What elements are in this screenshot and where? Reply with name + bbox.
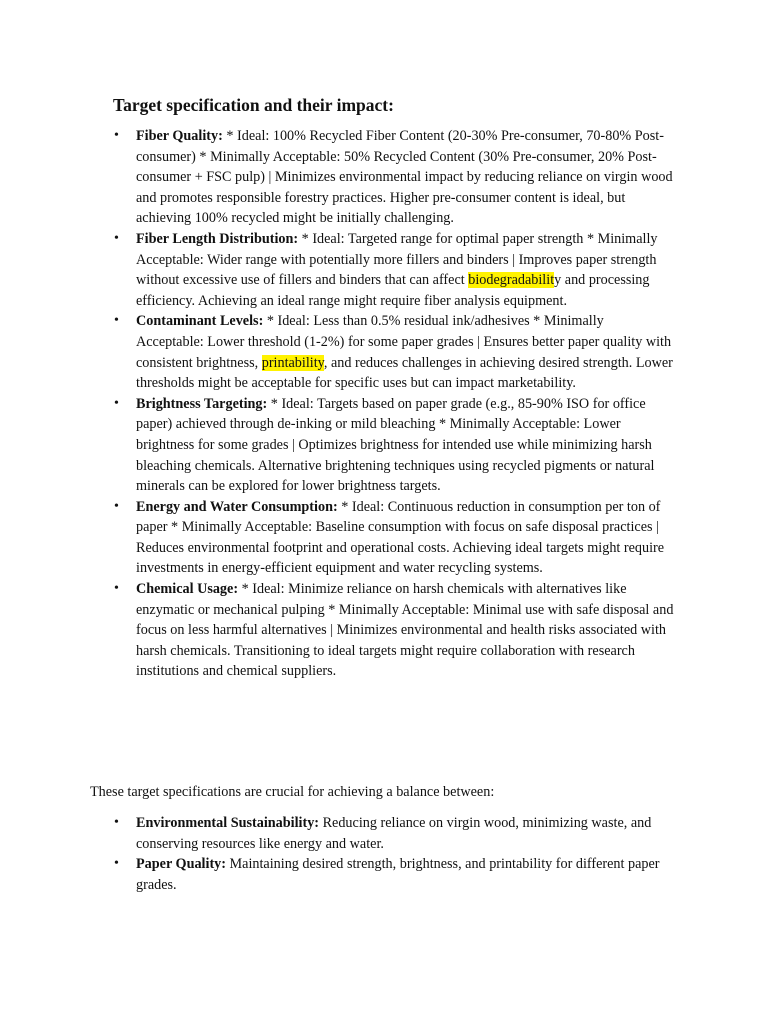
list-item bbox=[114, 497, 674, 579]
item-text: * Ideal: 100% Recycled Fiber Content (20-30% Pre-consumer, 70-80% Post-consumer) * Minimally Acceptable: 50% Recycled Content (30% Pre-consumer, 20% Post-consumer + FSC pulp) | Minimizes environmental impact by reducing reliance on virgin wood and promotes responsible forestry practices. Higher pre-consumer content is ideal, but achieving 100% recycled might be initially challenging. bbox=[136, 128, 673, 227]
item-term: Fiber Length Distribution: bbox=[136, 230, 299, 247]
item-term: Chemical Usage: bbox=[136, 581, 239, 598]
item-term: Environmental Sustainability: bbox=[136, 815, 320, 831]
item-text: * Ideal: Minimize reliance on harsh chemicals with alternatives like enzymatic or mechanical pulping * Minimally Acceptable: Minimal use with safe disposal and focus on less harmful alternatives | Minimizes environmental and health risks associated with harsh chemicals. Transitioning to ideal targets might require collaboration with research institutions and chemical suppliers. bbox=[136, 581, 674, 680]
list-item bbox=[114, 579, 674, 682]
list-item bbox=[114, 311, 674, 393]
item-text: Maintaining desired strength, brightness, and printability for different paper grades. bbox=[136, 856, 660, 893]
bullet-icon: • bbox=[114, 856, 119, 872]
balance-list bbox=[114, 813, 674, 895]
item-term: Energy and Water Consumption: bbox=[136, 498, 338, 515]
item-text-continued: y and processing efficiency. Achieving an ideal range might require fiber analysis equipment. bbox=[136, 272, 650, 309]
list-item bbox=[114, 126, 674, 229]
list-item bbox=[114, 229, 674, 311]
item-text: * Ideal: Continuous reduction in consumption per ton of paper * Minimally Acceptable: Baseline consumption with focus on safe disposal practices | Reduces environmental footprint and operational costs. Achieving ideal targets might require investments in energy-efficient equipment and water recycling systems. bbox=[136, 498, 665, 577]
section-heading: Target specification and their impact: bbox=[113, 95, 394, 115]
item-term: Paper Quality: bbox=[136, 856, 226, 873]
bullet-icon: • bbox=[114, 128, 119, 143]
item-text: * Ideal: Less than 0.5% residual ink/adhesives * Minimally Acceptable: Lower threshold (1-2%) for some paper grades | Ensures better paper quality with consistent brightness, bbox=[136, 313, 672, 371]
item-term: Brightness Targeting: bbox=[136, 395, 268, 412]
bullet-icon: • bbox=[114, 313, 119, 329]
bullet-icon: • bbox=[114, 395, 119, 411]
target-spec-list bbox=[114, 126, 674, 682]
bullet-icon: • bbox=[114, 581, 119, 597]
balance-intro-paragraph: These target specifications are crucial for achieving a balance between: bbox=[90, 784, 495, 800]
item-text-continued: , and reduces challenges in achieving desired strength. Lower thresholds might be acceptable for specific uses but can impact marketability. bbox=[136, 354, 673, 392]
list-item bbox=[114, 394, 674, 497]
item-text: * Ideal: Targeted range for optimal paper strength * Minimally Acceptable: Wider range with potentially more fillers and binders | Improves paper strength without excessive use of fillers and binders that can affect bbox=[136, 230, 658, 289]
item-text: Reducing reliance on virgin wood, minimizing waste, and conserving resources like energy and water. bbox=[136, 815, 652, 852]
bullet-icon: • bbox=[114, 230, 119, 246]
list-item bbox=[114, 854, 674, 895]
list-item bbox=[114, 813, 674, 854]
item-text: * Ideal: Targets based on paper grade (e.g., 85-90% ISO for office paper) achieved through de-inking or mild bleaching * Minimally Acceptable: Lower brightness for some grades | Optimizes brightness for intended use while minimizing harsh bleaching chemicals. Alternative brightening techniques using recycled pigments or natural minerals can be explored for lower brightness targets. bbox=[136, 395, 655, 495]
bullet-icon: • bbox=[114, 815, 119, 830]
item-term: Contaminant Levels: bbox=[136, 313, 264, 330]
highlighted-text: printability bbox=[261, 354, 324, 371]
item-term: Fiber Quality: bbox=[136, 128, 223, 144]
highlighted-text: biodegradabilit bbox=[468, 272, 555, 289]
bullet-icon: • bbox=[114, 498, 119, 514]
